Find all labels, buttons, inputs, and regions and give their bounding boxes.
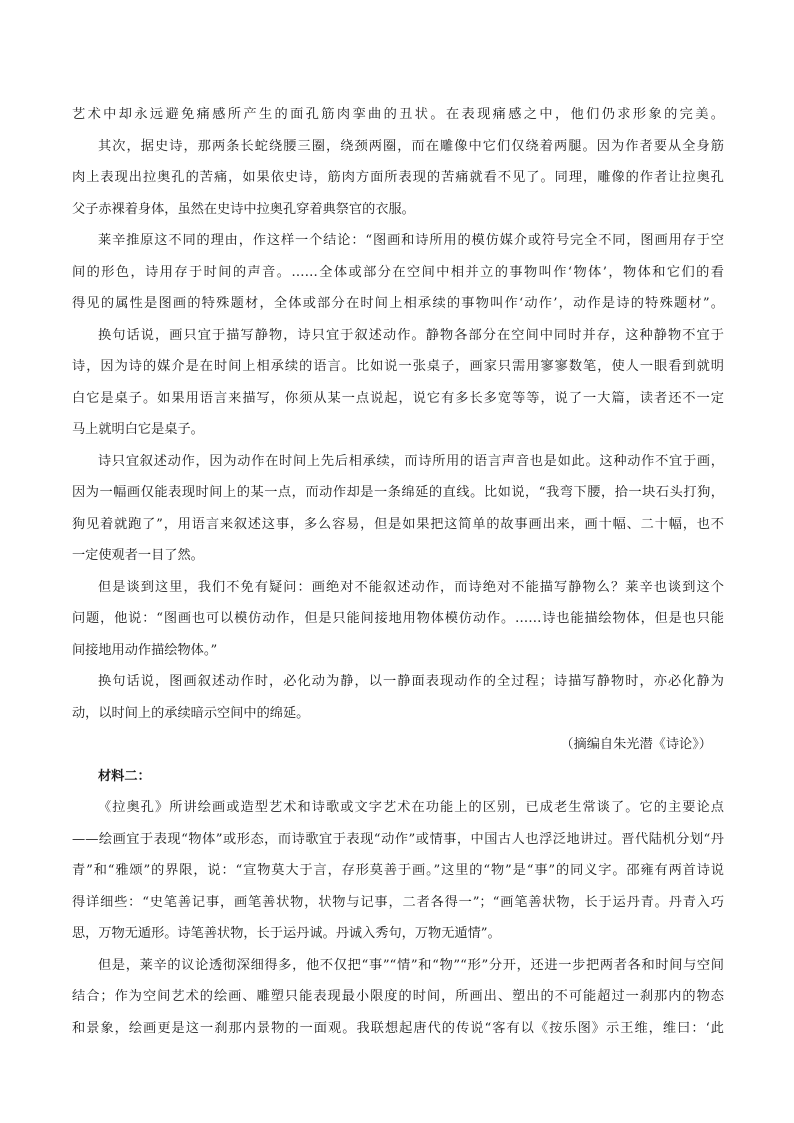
section-heading: 材料二： [98,768,151,784]
paragraph-line: 艺术中却永远避免痛感所产生的面孔筋肉挛曲的丑状。在表现痛感之中，他们仍求形象的完美。 [72,107,724,122]
paragraph-line: 得详细些：“史笔善记事，画笔善状物，状物与记事，二者各得一”；“画笔善状物，长于运丹青。丹青入巧 [72,894,724,910]
paragraph-line: 肉上表现出拉奥孔的苦痛，如果依史诗，筋肉方面所表现的苦痛就看不见了。同理，雕像的作者让拉奥孔 [72,170,724,185]
paragraph-line: 间的形色，诗用存于时间的声音。……全体或部分在空间中相并立的事物叫作‘物体’，物体和它们的看 [72,264,724,280]
paragraph-line: 但是，莱辛的议论透彻深细得多，他不仅把“事”“情”和“物”“形”分开，还进一步把两者各和时间与空间 [98,957,724,973]
paragraph-line: 得见的属性是图画的特殊题材，全体或部分在时间上相承续的事物叫作‘动作’，动作是诗的特殊题材”。 [72,296,724,311]
paragraph-line: 间接地用动作描绘物体。” [72,642,218,658]
paragraph-line: 换句话说，图画叙述动作时，必化动为静，以一静面表现动作的全过程；诗描写静物时，亦必化静为 [98,674,724,689]
paragraph-line: 一定使观者一目了然。 [72,548,204,563]
paragraph-line: 诗，因为诗的媒介是在时间上相承续的语言。比如说一张桌子，画家只需用寥寥数笔，使人一眼看到就明 [72,359,724,374]
paragraph-line: 结合；作为空间艺术的绘画、雕塑只能表现最小限度的时间，所画出、塑出的不可能超过一刹那内的物态 [72,989,724,1004]
paragraph-line: 但是谈到这里，我们不免有疑问：画绝对不能叙述动作，而诗绝对不能描写静物么？莱辛也谈到这个 [98,579,724,595]
paragraph-line: 马上就明白它是桌子。 [72,422,204,437]
paragraph-line: 狗见着就跑了”，用语言来叙述这事，多么容易，但是如果把这简单的故事画出来，画十幅、二十幅，也不 [72,516,724,532]
paragraph-line: 换句话说，画只宜于描写静物，诗只宜于叙述动作。静物各部分在空间中同时并存，这种静物不宜于 [98,327,724,343]
document-page [72,99,724,1044]
source-citation: （摘编自朱光潜《诗论》） [560,737,712,752]
paragraph-line: 和景象，绘画更是这一刹那内景物的一面观。我联想起唐代的传说“客有以《按乐图》示王维，维曰：‘此 [72,1020,724,1036]
paragraph-line: 《拉奥孔》所讲绘画或造型艺术和诗歌或文字艺术在功能上的区别，已成老生常谈了。它的主要论点 [98,800,724,815]
paragraph-line: 问题，他说：“图画也可以模仿动作，但是只能间接地用物体模仿动作。……诗也能描绘物体，但是也只能 [72,611,724,626]
paragraph-line: 青”和“雅颂”的界限，说：“宣物莫大于言，存形莫善于画。”这里的“物”是“事”的同义字。邵雍有两首诗说 [72,863,724,878]
paragraph-line: 动，以时间上的承续暗示空间中的绵延。 [72,705,310,721]
paragraph-line: 莱辛推原这不同的理由，作这样一个结论：“图画和诗所用的模仿媒介或符号完全不同，图画用存于空 [98,233,724,248]
paragraph-line: 其次，据史诗，那两条长蛇绕腰三圈，绕颈两圈，而在雕像中它们仅绕着两腿。因为作者要从全身筋 [98,138,724,154]
paragraph-line: 思，万物无遁形。诗笔善状物，长于运丹诚。丹诚入秀句，万物无遁情”。 [72,926,501,941]
paragraph-line: 白它是桌子。如果用语言来描写，你须从某一点说起，说它有多长多宽等等，说了一大篇，读者还不一定 [72,390,724,406]
paragraph-line: 诗只宜叙述动作，因为动作在时间上先后相承续，而诗所用的语言声音也是如此。这种动作不宜于画， [98,453,724,469]
paragraph-line: ——绘画宜于表现“物体”或形态，而诗歌宜于表现“动作”或情事，中国古人也浮泛地讲过。晋代陆机分划“丹 [72,831,724,847]
paragraph-line: 父子赤裸着身体，虽然在史诗中拉奥孔穿着典祭官的衣服。 [72,201,415,217]
paragraph-line: 因为一幅画仅能表现时间上的某一点，而动作却是一条绵延的直线。比如说，“我弯下腰，拾一块石头打狗， [72,485,724,500]
